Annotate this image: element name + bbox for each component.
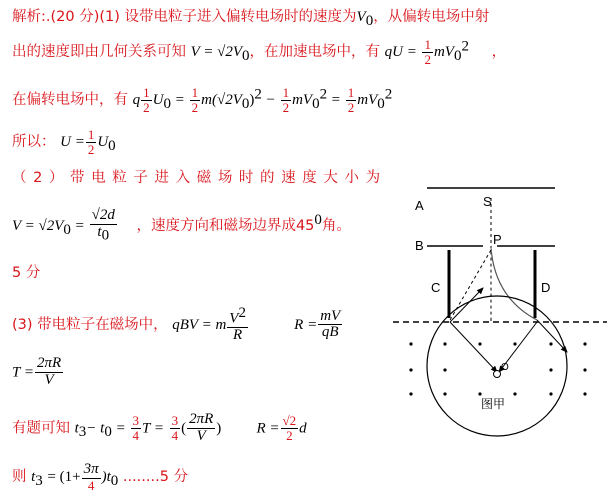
- label-a: A: [415, 198, 424, 213]
- label-c: C: [431, 280, 441, 295]
- label-d: D: [541, 280, 551, 295]
- solution-line-7: 5 分: [12, 265, 41, 281]
- solution-line-4: 所以： U = $\frac{1}{2}$ $U_0$: [12, 127, 116, 157]
- label-s: S: [483, 194, 492, 209]
- deflection-trajectory: [491, 248, 537, 320]
- solution-line-5: （ 2 ） 带 电 粒 子 进 入 磁 场 时 的 速 度 大 小 为: [12, 170, 382, 186]
- solution-line-3: 在偏转电场中，有 q $\frac{1}{2}$ $U_0$ = $\frac{1}{2}$ $m(√2V_0)^2$ − $\frac{1}{2}$ $mV_0^2$ = $\frac{1}{2}$ $mV_0^2$: [12, 85, 393, 115]
- solution-line-11: 则 $t_3 = (1+$ $\frac{3\pi}{4}$ )$t_0$ ........5 分: [12, 461, 189, 493]
- label-b: B: [415, 238, 424, 253]
- solution-line-8: (3) 带电粒子在磁场中， qBV = m $\frac{V^2}{R}$ R = $\frac{mV}{qB}$: [12, 305, 341, 344]
- solution-line-1: 解析:.(20 分)(1) 设带电粒子进入偏转电场时的速度为$V_0$，从偏转电场中射: [12, 9, 490, 29]
- figure-jia-diagram: [385, 180, 615, 420]
- label-o: O: [501, 362, 509, 373]
- label-p: P: [493, 232, 502, 247]
- center-o: [494, 371, 501, 378]
- fraction-half: $\frac{1}{2}$: [424, 37, 431, 67]
- solution-line-6: $V = √2V_0$ = $\frac{√2d}{t_0}$ ，速度方向和磁场边界成$45^0$角。: [12, 207, 351, 244]
- figure-caption: 图甲: [481, 397, 506, 411]
- solution-line-9: T = $\frac{2\pi R}{V}$: [12, 355, 62, 388]
- solution-line-10: 有题可知 $t_3- t_0$ = $\frac{3}{4}$ T = $\frac{3}{4}$ ( $\frac{2\pi R}{V}$ ) R = $\frac{√2}{2}$ d: [12, 411, 307, 444]
- magnetic-field-dots: [409, 342, 586, 395]
- solution-line-2: 出的速度即由几何关系可知 $V = √2V_0$，在加速电场中，有 qU = $\frac{1}{2}$ $mV_0^2$ ，: [12, 37, 507, 67]
